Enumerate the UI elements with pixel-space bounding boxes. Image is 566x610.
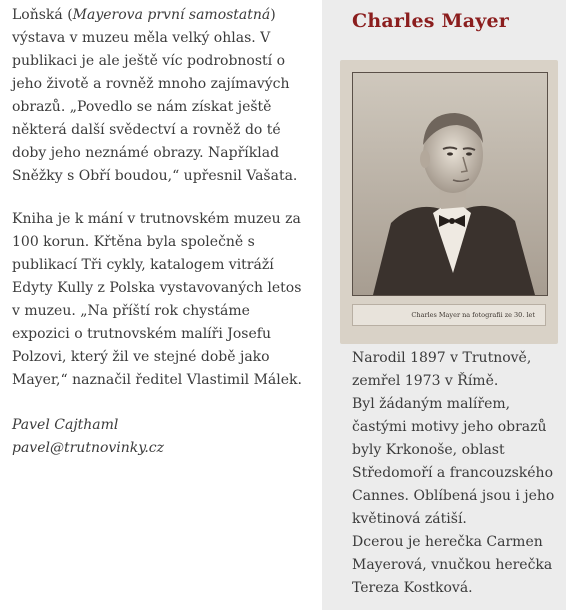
bio-line: Mayerová, vnučkou herečka xyxy=(352,557,553,573)
author-email[interactable]: pavel@trutnovinky.cz xyxy=(12,440,164,456)
bio-line: byly Krkonoše, oblast xyxy=(352,442,505,458)
bio-line: Dcerou je herečka Carmen xyxy=(352,534,543,550)
sidebar-title: Charles Mayer xyxy=(352,10,509,32)
bio-line: květinová zátiší. xyxy=(352,511,467,527)
photo-caption: Charles Mayer na fotografii ze 30. let xyxy=(352,304,546,326)
bio-line: Narodil 1897 v Trutnově, xyxy=(352,350,532,366)
paragraph-1-lead: Loňská ( xyxy=(12,7,73,23)
biography-text xyxy=(352,347,562,600)
bio-line: Byl žádaným malířem, xyxy=(352,396,511,412)
paragraph-1-body: ) výstava v muzeu měla velký ohlas. V publikaci je ale ještě víc podrobností o jeho životě a rovněž mnoho zajímavých obrazů. „Povedlo se nám získat ještě některá další svědectví a rovněž do té doby jeho neznámé obrazy. Například Sněžky s Obří boudou,“ upřesnil Vašata. xyxy=(12,7,298,184)
bio-line: Středomoří a francouzského xyxy=(352,465,554,481)
article-paragraph-2: Kniha je k mání v trutnovském muzeu za 100 korun. Křtěna byla společně s publikací Tři cykly, katalogem vitráží Edyty Kully z Polska vystavovaných letos v muzeu. „Na příští rok chystáme expozici o trutnovském malíři Josefu Polzovi, který žil ve stejné době jako Mayer,“ naznačil ředitel Vlastimil Málek. xyxy=(12,211,302,388)
bio-line: zemřel 1973 v Římě. xyxy=(352,373,499,389)
bio-line: Tereza Kostková. xyxy=(352,580,473,596)
author-name: Pavel Cajthaml xyxy=(12,417,119,433)
portrait-photo-frame xyxy=(340,60,558,344)
bio-line: častými motivy jeho obrazů xyxy=(352,419,547,435)
exhibition-name: Mayerova první samostatná xyxy=(72,7,271,23)
author-signature xyxy=(12,414,312,460)
info-sidebar xyxy=(322,0,566,610)
bio-line: Cannes. Oblíbená jsou i jeho xyxy=(352,488,555,504)
portrait-photo xyxy=(352,72,548,296)
article-paragraph-1 xyxy=(12,4,312,188)
